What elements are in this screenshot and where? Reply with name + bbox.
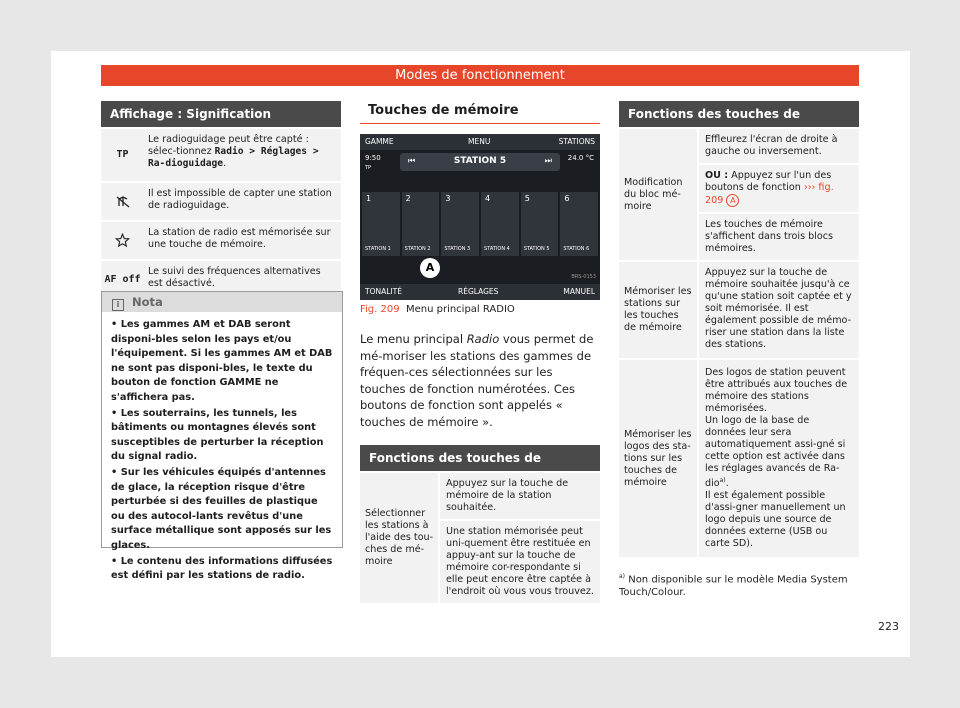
middle-column [360, 101, 600, 603]
table-row [101, 222, 341, 259]
note-header: i Nota [102, 292, 342, 312]
row-text: Le radioguidage peut être capté : sélec-tionnez Radio > Réglages > Ra-dioguidage. [148, 134, 319, 169]
table-header: Fonctions des touches de [619, 101, 859, 127]
note-item: • Les gammes AM et DAB seront disponi-bles selon les pays et/ou l'équipement. Si les gammes AM et DAB ne sont pas disponi-bles, le texte du bouton de fonction GAMME ne s'affichera pas. [111, 319, 333, 403]
station-bar [400, 153, 560, 171]
stations-button: STATIONS [558, 137, 595, 146]
row-label: Mémoriser les logos des sta-tions sur les touches de mémoire [619, 360, 697, 557]
table-row [101, 183, 341, 220]
table-cell: Des logos de station peuvent être attribués aux touches de mémoire des stations mémorisées. Un logo de la base de données leur sera automatiquement assi-gné si cette option est activée dans les réglages avancés de Ra-dio$^{a)}$. Il est également possible d'assi-gner manuellement un logo depuis une source de données externe (USB ou carte SD). [699, 360, 859, 557]
note-box [101, 291, 343, 582]
memory-functions-table [360, 445, 600, 603]
no-traffic-program-icon [101, 183, 144, 220]
table-cell: Appuyez sur la touche de mémoire de la station souhaitée. [440, 473, 600, 519]
row-label: Modification du bloc mé-moire [619, 129, 697, 260]
row-text: Le suivi des fréquences alternatives est désactivé. [148, 266, 321, 289]
row-label: Sélectionner les stations à l'aide des tou-ches de mé-moire [360, 473, 438, 603]
table-cell: Appuyez sur la touche de mémoire souhaitée jusqu'à ce qu'une station soit captée et y soit mémorisée. Il est également possible de mémo-riser une station dans la liste des stations. [699, 262, 859, 358]
preset-button: 6 STATION 6 [560, 192, 598, 256]
table-cell: OU : Appuyez sur l'un des boutons de fonction ››› fig. 209 A [699, 165, 859, 212]
figure-ref: BRS-0153 [571, 274, 596, 280]
prev-icon: ⏮ [408, 156, 416, 165]
temperature: 24.0 °C [567, 154, 594, 162]
table-row [101, 129, 341, 181]
preset-button: 1 STATION 1 [362, 192, 400, 256]
gamme-button: GAMME [365, 137, 394, 146]
table-cell: Les touches de mémoire s'affichent dans trois blocs mémoires. [699, 214, 859, 260]
note-item: • Le contenu des informations diffusées est défini par les stations de radio. [111, 555, 333, 582]
current-station: STATION 5 [453, 156, 507, 166]
table-cell: Effleurez l'écran de droite à gauche ou inversement. [699, 129, 859, 163]
row-symbol: AF off [104, 273, 141, 285]
table-row [619, 262, 859, 358]
right-column [619, 101, 859, 599]
manuel-button: MANUEL [563, 287, 595, 296]
footnote: $^{a)}$ Non disponible sur le modèle Media System Touch/Colour. [619, 573, 848, 598]
tonalite-button: TONALITÉ [365, 287, 402, 296]
table-row [619, 360, 859, 557]
callout-a-ref: A [726, 194, 739, 207]
preset-button: 3 STATION 3 [441, 192, 479, 256]
info-icon: i [112, 299, 124, 311]
preset-button: 5 STATION 5 [521, 192, 559, 256]
table-row [360, 473, 600, 603]
display-meaning-table [101, 101, 341, 298]
row-text: La station de radio est mémorisée sur une touche de mémoire. [148, 227, 331, 250]
table-cell: Une station mémorisée peut uni-quement être restituée en appuy-ant sur la touche de mémoire cor-respondante si elle peut encore être captée à l'endroit où vous vous trouvez. [440, 521, 600, 603]
figure-link[interactable]: ››› fig. 209 [705, 182, 834, 206]
note-item: • Sur les véhicules équipés d'antennes de glace, la réception risque d'être perturbée si des feuilles de plastique ou des autocol-lants revêtus d'une surface métallique sont apposés sur les glaces. [111, 466, 332, 551]
note-item: • Les souterrains, les tunnels, les bâtiments ou montagnes élevés sont susceptibles de perturber la réception du signal radio. [111, 407, 324, 463]
preset-button: 4 STATION 4 [481, 192, 519, 256]
clock: 9:50 [365, 154, 381, 162]
menu-button: MENU [468, 137, 491, 146]
preset-button: 2 STATION 2 [402, 192, 440, 256]
star-outline-icon [101, 222, 144, 259]
table-header: Fonctions des touches de [360, 445, 600, 471]
section-title: Touches de mémoire [360, 101, 600, 124]
page-number: 223 [878, 620, 899, 633]
row-label: Mémoriser les stations sur les touches de mémoire [619, 262, 697, 358]
row-text: Il est impossible de capter une station de radioguidage. [148, 188, 332, 211]
table-header: Affichage : Signification [101, 101, 341, 127]
table-row [619, 129, 859, 260]
note-list [102, 312, 342, 584]
radio-screen-figure [360, 134, 600, 300]
reglages-button: RÉGLAGES [458, 287, 499, 296]
callout-a: A [420, 258, 440, 278]
tp-indicator: TP [365, 165, 372, 171]
figure-caption: Fig. 209 Menu principal RADIO [360, 304, 515, 315]
row-symbol: TP [116, 149, 129, 160]
chapter-banner: Modes de fonctionnement [101, 65, 859, 86]
body-paragraph: Le menu principal Radio vous permet de mé-moriser les stations des gammes de fréquen-ces sélectionnées sur les touches de fonction numérotées. Ces boutons de fonction sont appelés « touches de mémoire ». [360, 332, 594, 429]
next-icon: ⏭ [544, 156, 552, 165]
preset-grid [362, 192, 598, 256]
